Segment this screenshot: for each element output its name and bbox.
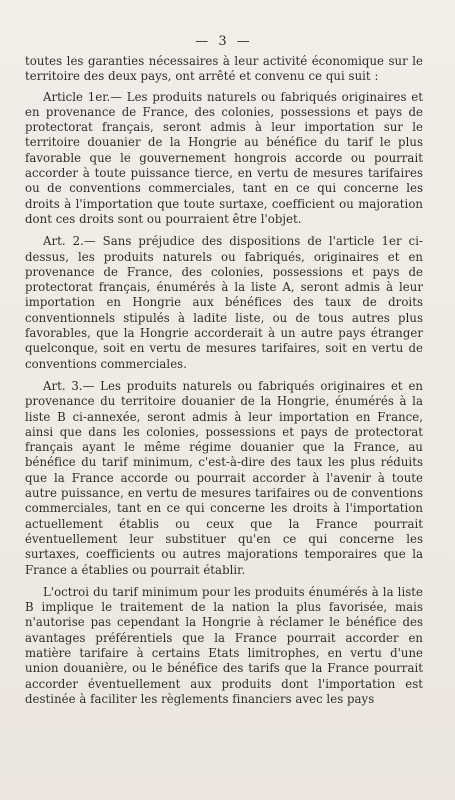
article-1-paragraph: Article 1er.— Les produits naturels ou fabriqués originaires et en provenance de France, des colonies, possessions et pays de protectorat français, seront admis à leur importation sur le territoire douanier de la Hongrie au bénéfice du tarif le plus favorable que le gouvernement hongrois accorde ou pourrait accorder à toute puissance tierce, en vertu de mesures tarifaires ou de conventions commerciales, tant en ce qui concerne les droits à l'importation que toute surtaxe, coefficient ou majoration dont ces droits sont ou pourraient être l'objet. bbox=[25, 89, 423, 226]
document-text bbox=[25, 54, 423, 707]
intro-paragraph: toutes les garanties nécessaires à leur activité économique sur le territoire des deux pays, ont arrêté et convenu ce qui suit : bbox=[25, 54, 423, 84]
article-2-paragraph: Art. 2.— Sans préjudice des dispositions de l'article 1er ci-dessus, les produits naturels ou fabriqués, originaires et en provenance de France, des colonies, possessions et pays de protectorat français, énumérés à la liste A, seront admis à leur importation en Hongrie aux bénéfices des taux de droits conventionnels stipulés à ladite liste, ou de tous autres plus favorables, que la Hongrie accorderait à un autre pays étranger quelconque, soit en vertu de mesures tarifaires, soit en vertu de conventions commerciales. bbox=[25, 234, 423, 371]
tariff-minimum-paragraph: L'octroi du tarif minimum pour les produits énumérés à la liste B implique le traitement de la nation la plus favorisée, mais n'autorise pas cependant la Hongrie à réclamer le bénéfice des avantages préférentiels que la France pourrait accorder en matière tarifaire à certains Etats limitrophes, en vertu d'une union douanière, ou le bénéfice des tarifs que la France pourrait accorder éventuellement aux produits dont l'importation est destinée à faciliter les règlements financiers avec les pays bbox=[25, 584, 423, 706]
page-number: — 3 — bbox=[195, 34, 253, 49]
article-3-paragraph: Art. 3.— Les produits naturels ou fabriqués originaires et en provenance du territoire douanier de la Hongrie, énumérés à la liste B ci-annexée, seront admis à leur importation en France, ainsi que dans les colonies, possessions et pays de protectorat français ayant le même régime douanier que la France, au bénéfice du tarif minimum, c'est-à-dire des taux les plus réduits que la France accorde ou pourrait accorder à l'avenir à toute autre puissance, en vertu de mesures tarifaires ou de conventions commerciales, tant en ce qui concerne les droits à l'importation actuellement établis ou ceux que la France pourrait éventuellement leur substituer qu'en ce qui concerne les surtaxes, coefficients ou autres majorations temporaires que la France a établies ou pourrait établir. bbox=[25, 378, 423, 577]
